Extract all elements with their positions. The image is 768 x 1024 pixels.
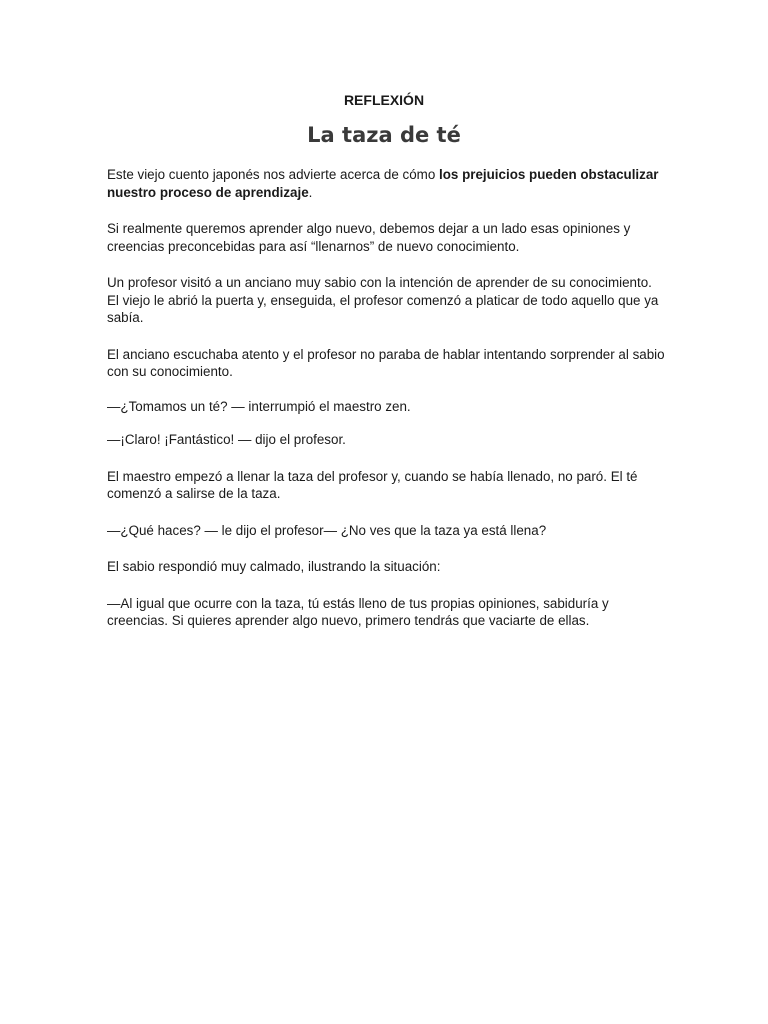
dialogue-line-4: —Al igual que ocurre con la taza, tú estás lleno de tus propias opiniones, sabiduría y creencias. Si quieres aprender algo nuevo, primero tendrás que vaciarte de ellas. (107, 595, 609, 628)
dialogue-line-2: —¡Claro! ¡Fantástico! — dijo el profesor. (107, 432, 346, 447)
intro-bold-text: los prejuicios pueden obstaculizar nuestro proceso de aprendizaje (107, 167, 659, 200)
intro-end: . (308, 184, 313, 200)
paragraph-4: El maestro empezó a llenar la taza del profesor y, cuando se había llenado, no paró. El té comenzó a salirse de la taza. (107, 468, 638, 501)
section-heading: REFLEXIÓN (343, 92, 425, 108)
document-title: La taza de té (307, 123, 461, 147)
paragraph-3: El anciano escuchaba atento y el profesor no paraba de hablar intentando sorprender al sabio con su conocimiento. (107, 346, 665, 379)
paragraph-1: Si realmente queremos aprender algo nuevo, debemos dejar a un lado esas opiniones y creencias preconcebidas para así “llenarnos” de nuevo conocimiento. (107, 221, 631, 254)
paragraph-2: Un profesor visitó a un anciano muy sabio con la intención de aprender de su conocimiento. El viejo le abrió la puerta y, enseguida, el profesor comenzó a platicar de todo aquello que ya sabía. (107, 275, 659, 325)
document-body (107, 166, 667, 630)
intro-text: Este viejo cuento japonés nos advierte acerca de cómo (107, 167, 439, 182)
dialogue-line-3: —¿Qué haces? — le dijo el profesor— ¿No ves que la taza ya está llena? (107, 522, 547, 538)
paragraph-5: El sabio respondió muy calmado, ilustrando la situación: (107, 559, 441, 574)
dialogue-line-1: —¿Tomamos un té? — interrumpió el maestro zen. (107, 398, 411, 414)
intro-paragraph (107, 166, 667, 201)
